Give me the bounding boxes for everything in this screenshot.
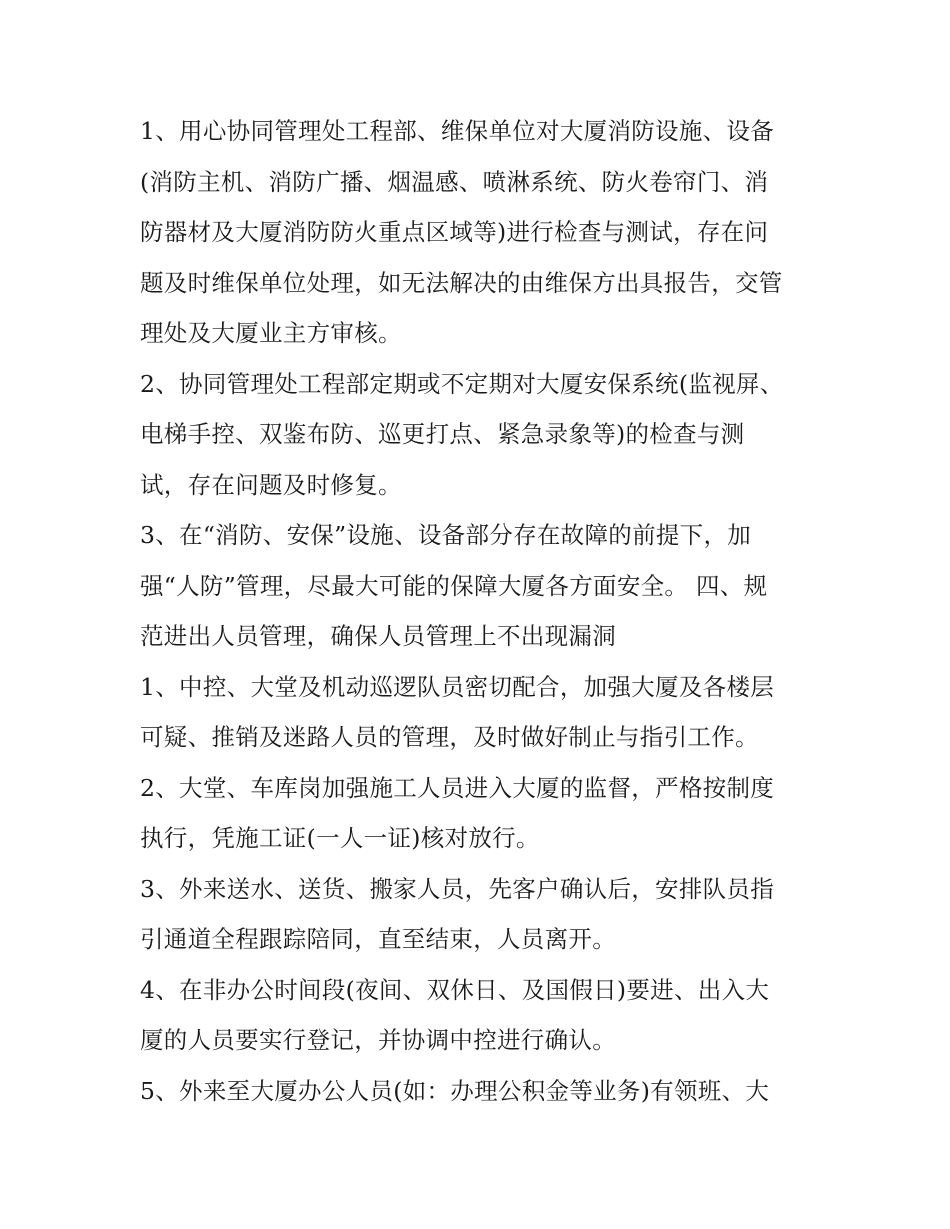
text-line: 理处及大厦业主方审核。 — [140, 319, 402, 347]
text-line: 2、协同管理处工程部定期或不定期对大厦安保系统(监视屏、 — [140, 369, 784, 398]
text-line: 强“人防”管理，尽最大可能的保障大厦各方面安全。 四、规 — [140, 571, 768, 600]
text-line: 1、中控、大堂及机动巡逻队员密切配合，加强大厦及各楼层 — [140, 672, 775, 701]
text-line: 题及时维保单位处理，如无法解决的由维保方出具报告，交管 — [140, 268, 783, 297]
text-line: 3、在“消防、安保”设施、设备部分存在故障的前提下，加 — [140, 521, 752, 549]
text-line: 范进出人员管理，确保人员管理上不出现漏洞 — [140, 622, 616, 650]
text-line: 2、大堂、车库岗加强施工人员进入大厦的监督，严格按制度 — [140, 773, 775, 802]
text-line: 4、在非办公时间段(夜间、双休日、及国假日)要进、出入大 — [140, 975, 770, 1004]
text-line: (消防主机、消防广播、烟温感、喷淋系统、防火卷帘门、消 — [140, 167, 769, 196]
text-line: 1、用心协同管理处工程部、维保单位对大厦消防设施、设备 — [140, 117, 775, 145]
text-line: 试，存在问题及时修复。 — [140, 470, 402, 499]
text-line: 3、外来送水、送货、搬家人员，先客户确认后，安排队员指 — [140, 874, 775, 903]
text-line: 防器材及大厦消防防火重点区域等)进行检查与测试，存在问 — [140, 218, 769, 246]
document-body — [140, 106, 820, 1116]
text-line: 执行，凭施工证(一人一证)核对放行。 — [140, 824, 540, 852]
text-line: 可疑、推销及迷路人员的管理，及时做好制止与指引工作。 — [140, 723, 759, 751]
text-line: 5、外来至大厦办公人员(如：办理公积金等业务)有领班、大 — [140, 1076, 770, 1105]
text-line: 引通道全程跟踪陪同，直至结束，人员离开。 — [140, 925, 616, 953]
text-line: 厦的人员要实行登记，并协调中控进行确认。 — [140, 1026, 616, 1054]
text-line: 电梯手控、双鉴布防、巡更打点、紧急录象等)的检查与测 — [140, 420, 745, 448]
